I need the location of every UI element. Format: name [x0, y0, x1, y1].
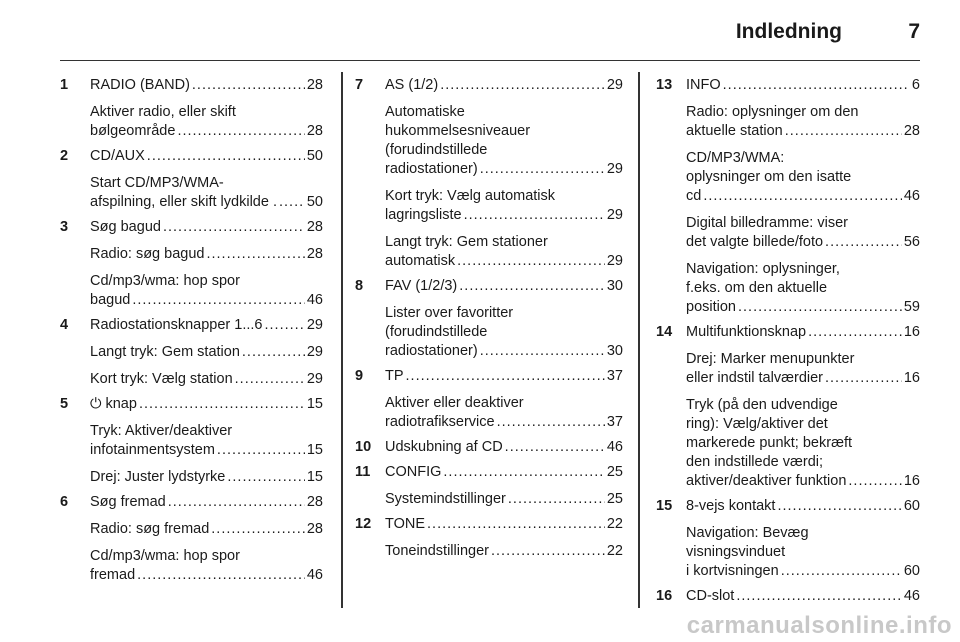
entry-sub-line: Aktiver eller deaktiver: [385, 395, 524, 411]
entry-sub-last: [686, 187, 920, 206]
entry-main: [385, 438, 623, 457]
page-ref: 25: [606, 491, 623, 507]
page-ref: 29: [306, 317, 323, 333]
entry-sub-last: [90, 468, 323, 487]
entry-text: bølgeområde: [90, 123, 176, 139]
index-column-1: [60, 76, 323, 585]
leader-dots: [147, 147, 305, 166]
entry-sub-last: [686, 233, 920, 252]
entry-text: Udskubning af CD: [385, 439, 503, 455]
entry-main: [90, 395, 323, 414]
entry-main: [686, 76, 920, 95]
entry-text: cd: [686, 188, 702, 204]
entry-sub-line: Aktiver radio, eller skift: [90, 104, 236, 120]
entry-main: [686, 497, 920, 516]
index-entry: [355, 515, 623, 561]
entry-text: FAV (1/2/3): [385, 278, 458, 294]
entry-sub: [90, 245, 323, 264]
page-ref: 28: [306, 77, 323, 93]
entry-sub-last: [90, 122, 323, 141]
entry-sub-line: Kort tryk: Vælg automatisk: [385, 188, 556, 204]
page-ref: 29: [306, 371, 323, 387]
index-entry: [355, 277, 623, 361]
entry-sub-line: Cd/mp3/wma: hop spor: [90, 273, 240, 289]
leader-dots: [703, 187, 902, 206]
entry-sub: [385, 542, 623, 561]
entry-sub-line: Tryk: Aktiver/deaktiver: [90, 423, 233, 439]
entry-text: AS (1/2): [385, 77, 439, 93]
page-ref: 46: [306, 567, 323, 583]
index-column-3: [656, 76, 920, 606]
index-entry: [60, 76, 323, 141]
leader-dots: [736, 587, 902, 606]
leader-dots: [459, 277, 605, 296]
entry-text: i kortvisningen: [686, 563, 779, 579]
entry-sub-last: [385, 542, 623, 561]
entry-sub-last: [90, 441, 323, 460]
entry-sub: [385, 103, 623, 179]
entry-sub-last: [686, 369, 920, 388]
entry-text: INFO: [686, 77, 721, 93]
leader-dots: [132, 291, 305, 310]
entry-sub-last: [385, 206, 623, 225]
entry-sub: [90, 520, 323, 539]
entry-main: [90, 76, 323, 95]
entry-sub-line: Navigation: Bevæg: [686, 525, 809, 541]
page-ref: 16: [903, 324, 920, 340]
leader-dots: [848, 472, 901, 491]
page-ref: 30: [606, 278, 623, 294]
page-ref: 28: [306, 521, 323, 537]
entry-sub-last: [90, 566, 323, 585]
entry-sub-line: Drej: Marker menupunkter: [686, 351, 855, 367]
entry-sub: [90, 103, 323, 141]
watermark: carmanualsonline.info: [686, 612, 952, 639]
entry-sub-last: [90, 245, 323, 264]
entry-sub: [385, 394, 623, 432]
entry-sub-last: [90, 291, 323, 310]
entry-number: 5: [60, 396, 69, 412]
entry-main: [385, 515, 623, 534]
entry-sub-last: [90, 343, 323, 362]
leader-dots: [480, 160, 605, 179]
page-ref: 28: [306, 219, 323, 235]
entry-text: 8-vejs kontakt: [686, 498, 776, 514]
page-ref: 59: [903, 299, 920, 315]
entry-text: lagringsliste: [385, 207, 462, 223]
leader-dots: [211, 520, 305, 539]
entry-main: [90, 147, 323, 166]
index-entry: [355, 438, 623, 457]
index-entry: [656, 76, 920, 317]
entry-sub-line: (forudindstillede: [385, 142, 488, 158]
entry-text: ⏻ knap: [90, 396, 137, 412]
entry-sub-line: (forudindstillede: [385, 324, 488, 340]
entry-text: RADIO (BAND): [90, 77, 190, 93]
entry-sub-line: ring): Vælg/aktiver det: [686, 416, 828, 432]
page-ref: 29: [606, 77, 623, 93]
leader-dots: [227, 468, 304, 487]
leader-dots: [279, 193, 305, 212]
page-ref: 22: [606, 516, 623, 532]
index-entry: [656, 587, 920, 606]
entry-sub-line: oplysninger om den isatte: [686, 169, 852, 185]
entry-sub-line: Start CD/MP3/WMA-: [90, 175, 224, 191]
leader-dots: [497, 413, 605, 432]
leader-dots: [177, 122, 304, 141]
page-ref: 28: [903, 123, 920, 139]
leader-dots: [192, 76, 305, 95]
entry-number: 8: [355, 278, 364, 294]
entry-sub: [385, 304, 623, 361]
entry-number: 2: [60, 148, 69, 164]
entry-sub-last: [385, 342, 623, 361]
entry-sub-line: hukommelsesniveauer: [385, 123, 531, 139]
entry-text: Langt tryk: Gem station: [90, 344, 240, 360]
page-ref: 16: [903, 473, 920, 489]
page-ref: 16: [903, 370, 920, 386]
entry-number: 16: [656, 588, 673, 604]
leader-dots: [825, 233, 902, 252]
entry-text: automatisk: [385, 253, 456, 269]
entry-sub-last: [90, 520, 323, 539]
entry-sub: [90, 370, 323, 389]
leader-dots: [440, 76, 605, 95]
entry-sub-last: [385, 490, 623, 509]
entry-number: 12: [355, 516, 372, 532]
page-ref: 15: [306, 442, 323, 458]
index-entry: [656, 323, 920, 491]
column-divider: [341, 72, 343, 608]
entry-text: Drej: Juster lydstyrke: [90, 469, 226, 485]
index-entry: [60, 395, 323, 487]
leader-dots: [781, 562, 902, 581]
leader-dots: [406, 367, 605, 386]
entry-main: [90, 218, 323, 237]
entry-sub-last: [686, 472, 920, 491]
entry-sub-line: Radio: oplysninger om den: [686, 104, 859, 120]
leader-dots: [139, 395, 305, 414]
page-ref: 46: [306, 292, 323, 308]
entry-sub-last: [385, 160, 623, 179]
page-ref: 50: [306, 148, 323, 164]
entry-sub: [90, 547, 323, 585]
entry-sub-line: Lister over favoritter: [385, 305, 514, 321]
entry-main: [385, 367, 623, 386]
entry-number: 4: [60, 317, 69, 333]
leader-dots: [738, 298, 902, 317]
entry-number: 10: [355, 439, 372, 455]
index-entry: [60, 147, 323, 212]
leader-dots: [443, 463, 604, 482]
page-ref: 46: [606, 439, 623, 455]
leader-dots: [265, 316, 305, 335]
entry-sub-last: [686, 122, 920, 141]
entry-text: infotainmentsystem: [90, 442, 215, 458]
entry-sub-line: CD/MP3/WMA:: [686, 150, 785, 166]
page-ref: 15: [306, 469, 323, 485]
entry-sub-line: Automatiske: [385, 104, 465, 120]
page-ref: 25: [606, 464, 623, 480]
entry-sub: [686, 350, 920, 388]
entry-text: Radio: søg bagud: [90, 246, 205, 262]
page-number: 7: [908, 20, 920, 43]
entry-text: radiostationer): [385, 343, 478, 359]
page-ref: 6: [911, 77, 920, 93]
leader-dots: [808, 323, 902, 342]
leader-dots: [508, 490, 605, 509]
page-ref: 15: [306, 396, 323, 412]
entry-main: [385, 463, 623, 482]
entry-text: Søg bagud: [90, 219, 161, 235]
entry-main: [385, 277, 623, 296]
leader-dots: [457, 252, 605, 271]
entry-sub: [686, 396, 920, 491]
entry-main: [686, 323, 920, 342]
entry-sub-last: [90, 193, 323, 212]
entry-sub: [686, 214, 920, 252]
page-ref: 22: [606, 543, 623, 559]
entry-text: CD/AUX: [90, 148, 145, 164]
entry-text: aktuelle station: [686, 123, 783, 139]
entry-number: 15: [656, 498, 673, 514]
entry-sub-line: Tryk (på den udvendige: [686, 397, 838, 413]
page-ref: 28: [306, 246, 323, 262]
entry-main: [385, 76, 623, 95]
entry-main: [90, 493, 323, 512]
leader-dots: [206, 245, 304, 264]
page-ref: 29: [306, 344, 323, 360]
entry-sub: [90, 272, 323, 310]
page-ref: 29: [606, 253, 623, 269]
page-ref: 60: [903, 563, 920, 579]
entry-text: Toneindstillinger: [385, 543, 489, 559]
entry-sub-line: markerede punkt; bekræft: [686, 435, 853, 451]
entry-sub-line: f.eks. om den aktuelle: [686, 280, 828, 296]
index-column-2: [355, 76, 623, 561]
entry-text: bagud: [90, 292, 131, 308]
leader-dots: [427, 515, 605, 534]
page-header: [60, 0, 920, 61]
index-entry: [355, 367, 623, 432]
entry-sub: [385, 490, 623, 509]
entry-text: Radiostationsknapper 1...6: [90, 317, 263, 333]
entry-text: radiotrafikservice: [385, 414, 495, 430]
leader-dots: [777, 497, 901, 516]
page-ref: 37: [606, 368, 623, 384]
page-ref: 29: [606, 207, 623, 223]
entry-sub-line: Digital billedramme: viser: [686, 215, 848, 231]
entry-sub: [686, 103, 920, 141]
entry-text: Systemindstillinger: [385, 491, 506, 507]
page-ref: 37: [606, 414, 623, 430]
entry-text: TONE: [385, 516, 426, 532]
entry-number: 13: [656, 77, 673, 93]
entry-sub: [90, 174, 323, 212]
entry-sub: [686, 149, 920, 206]
entry-number: 9: [355, 368, 364, 384]
entry-sub-last: [385, 252, 623, 271]
entry-sub-line: Navigation: oplysninger,: [686, 261, 840, 277]
entry-number: 6: [60, 494, 69, 510]
entry-sub: [686, 260, 920, 317]
leader-dots: [480, 342, 605, 361]
entry-text: radiostationer): [385, 161, 478, 177]
entry-sub: [90, 343, 323, 362]
entry-text: TP: [385, 368, 404, 384]
entry-sub-last: [686, 298, 920, 317]
entry-text: fremad: [90, 567, 136, 583]
leader-dots: [505, 438, 605, 457]
page-ref: 56: [903, 234, 920, 250]
entry-text: Multifunktionsknap: [686, 324, 807, 340]
entry-text: eller indstil talværdier: [686, 370, 823, 386]
page-ref: 60: [903, 498, 920, 514]
entry-text: CONFIG: [385, 464, 442, 480]
entry-sub: [385, 233, 623, 271]
leader-dots: [464, 206, 605, 225]
entry-sub: [686, 524, 920, 581]
entry-number: 11: [355, 464, 371, 480]
page-ref: 30: [606, 343, 623, 359]
entry-text: Søg fremad: [90, 494, 166, 510]
page-ref: 28: [306, 123, 323, 139]
index-entry: [60, 493, 323, 585]
leader-dots: [163, 218, 305, 237]
index-entry: [355, 76, 623, 271]
entry-sub-line: Cd/mp3/wma: hop spor: [90, 548, 240, 564]
index-entry: [60, 218, 323, 310]
entry-sub-last: [90, 370, 323, 389]
entry-text: aktiver/deaktiver funktion: [686, 473, 847, 489]
leader-dots: [168, 493, 305, 512]
column-divider: [638, 72, 640, 608]
entry-number: 7: [355, 77, 364, 93]
entry-number: 14: [656, 324, 673, 340]
entry-sub-line: visningsvinduet: [686, 544, 786, 560]
page-title: Indledning: [735, 20, 842, 43]
page-ref: 28: [306, 494, 323, 510]
entry-sub-last: [385, 413, 623, 432]
entry-text: CD-slot: [686, 588, 735, 604]
leader-dots: [491, 542, 605, 561]
index-entry: [60, 316, 323, 389]
leader-dots: [723, 76, 910, 95]
entry-main: [686, 587, 920, 606]
entry-text: Kort tryk: Vælg station: [90, 371, 233, 387]
entry-main: [90, 316, 323, 335]
leader-dots: [137, 566, 305, 585]
entry-sub-line: Langt tryk: Gem stationer: [385, 234, 548, 250]
index-entry: [656, 497, 920, 581]
leader-dots: [217, 441, 305, 460]
entry-sub: [90, 468, 323, 487]
entry-text: afspilning, eller skift lydkilde .: [90, 194, 277, 210]
entry-sub-line: den indstillede værdi;: [686, 454, 824, 470]
entry-sub: [90, 422, 323, 460]
leader-dots: [242, 343, 305, 362]
page-ref: 50: [306, 194, 323, 210]
leader-dots: [785, 122, 902, 141]
entry-text: position: [686, 299, 736, 315]
entry-sub-last: [686, 562, 920, 581]
page-ref: 46: [903, 588, 920, 604]
entry-text: Radio: søg fremad: [90, 521, 210, 537]
entry-number: 3: [60, 219, 69, 235]
page-ref: 46: [903, 188, 920, 204]
leader-dots: [825, 369, 902, 388]
entry-number: 1: [60, 77, 69, 93]
page-ref: 29: [606, 161, 623, 177]
entry-text: det valgte billede/foto: [686, 234, 824, 250]
index-entry: [355, 463, 623, 509]
entry-sub: [385, 187, 623, 225]
leader-dots: [235, 370, 305, 389]
